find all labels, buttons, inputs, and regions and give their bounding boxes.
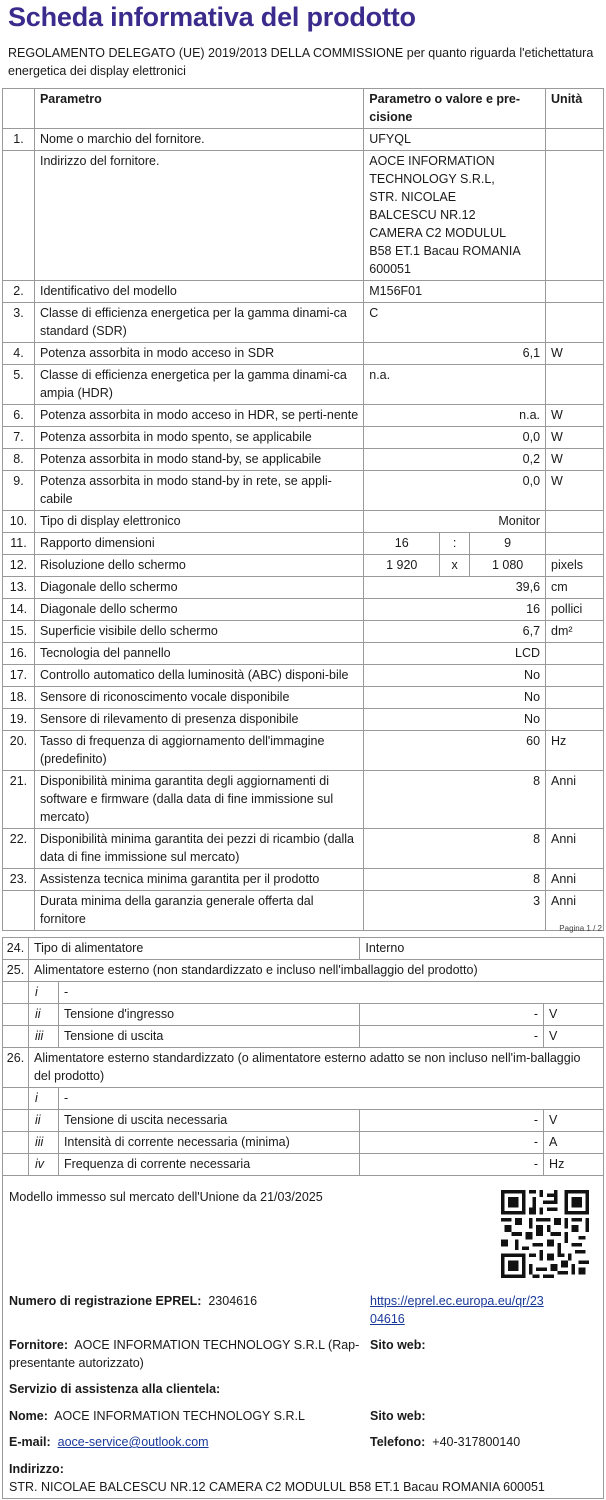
table-row: 21. Disponibilità minima garantita degli aggiornamenti di software e firmware (dalla data di fine immissione sul mercato) 8 Anni <box>3 771 604 829</box>
table-row: 15. Superficie visibile dello schermo 6,7 dm² <box>3 621 604 643</box>
table-row: Durata minima della garanzia generale offerta dal fornitore 3 Anni <box>3 891 604 931</box>
header-param: Parametro <box>34 89 363 129</box>
regulation-text: REGOLAMENTO DELEGATO (UE) 2019/2013 DELLA COMMISSIONE per quanto riguarda l'etichettatura energetica dei display elettronici <box>8 46 594 78</box>
contact-name: Nome: AOCE INFORMATION TECHNOLOGY S.R.L <box>9 1409 305 1423</box>
table-row: 25. Alimentatore esterno (non standardizzato e incluso nell'imballaggio del prodotto) <box>3 960 604 982</box>
table-row: 5. Classe di efficienza energetica per la gamma dinami-ca ampia (HDR) n.a. <box>3 365 604 405</box>
header-unit: Unità <box>546 89 604 129</box>
table-row: ii Tensione d'ingresso - V <box>3 1004 604 1026</box>
table-row: 26. Alimentatore esterno standardizzato (o alimentatore esterno adatto se non incluso nell'im-ballaggio del prodotto) <box>3 1048 604 1088</box>
supplier-line: Fornitore: AOCE INFORMATION TECHNOLOGY S.R.L (Rap- <box>9 1338 360 1352</box>
table-row: ii Tensione di uscita necessaria - V <box>3 1110 604 1132</box>
table-row: 7. Potenza assorbita in modo spento, se applicabile 0,0 W <box>3 427 604 449</box>
table-row: iii Intensità di corrente necessaria (minima) - A <box>3 1132 604 1154</box>
supplier-line-2: presentante autorizzato) <box>9 1356 144 1370</box>
table-row: 23. Assistenza tecnica minima garantita per il prodotto 8 Anni <box>3 869 604 891</box>
website-label-2: Sito web: <box>370 1409 426 1423</box>
table-row: Indirizzo del fornitore. AOCE INFORMATION TECHNOLOGY S.R.L, STR. NICOLAE BALCESCU NR.12 CAMERA C2 MODULUL B58 ET.1 Bacau ROMANIA 600051 <box>3 151 604 281</box>
address-value: STR. NICOLAE BALCESCU NR.12 CAMERA C2 MODULUL B58 ET.1 Bacau ROMANIA 600051 <box>9 1480 545 1494</box>
table-row: 14. Diagonale dello schermo 16 pollici <box>3 599 604 621</box>
table-row: 19. Sensore di rilevamento di presenza disponibile No <box>3 709 604 731</box>
table-row: i - <box>3 982 604 1004</box>
table-row: 24. Tipo di alimentatore Interno <box>3 938 604 960</box>
contact-phone: Telefono: +40-317800140 <box>370 1435 521 1449</box>
eprel-registration: Numero di registrazione EPREL: 2304616 <box>9 1294 258 1308</box>
table-row: 20. Tasso di frequenza di aggiornamento dell'immagine (predefinito) 60 Hz <box>3 731 604 771</box>
table-row: 17. Controllo automatico della luminosità (ABC) disponi-bile No <box>3 665 604 687</box>
table-row: 8. Potenza assorbita in modo stand-by, se applicabile 0,2 W <box>3 449 604 471</box>
table-row: 1. Nome o marchio del fornitore. UFYQL <box>3 129 604 151</box>
email-link[interactable]: aoce-service@outlook.com <box>57 1435 209 1449</box>
address-label: Indirizzo: <box>9 1462 64 1476</box>
table-row: 16. Tecnologia del pannello LCD <box>3 643 604 665</box>
table-row: iii Tensione di uscita - V <box>3 1026 604 1048</box>
table-row: 6. Potenza assorbita in modo acceso in HDR, se perti-nente n.a. W <box>3 405 604 427</box>
table-row: i - <box>3 1088 604 1110</box>
supplier-info-box <box>2 1175 604 1499</box>
table-row: 13. Diagonale dello schermo 39,6 cm <box>3 577 604 599</box>
qr-code-icon[interactable] <box>501 1190 589 1278</box>
power-supply-table <box>2 937 604 1176</box>
table-row: 18. Sensore di riconoscimento vocale disponibile No <box>3 687 604 709</box>
customer-service-label: Servizio di assistenza alla clientela: <box>9 1382 221 1396</box>
header-value: Parametro o valore e pre-cisione <box>364 89 546 129</box>
table-row: 4. Potenza assorbita in modo acceso in SDR 6,1 W <box>3 343 604 365</box>
table-row: 11. Rapporto dimensioni 16 : 9 <box>3 533 604 555</box>
page-title: Scheda informativa del prodotto <box>8 2 416 32</box>
market-date-text: Modello immesso sul mercato dell'Unione da 21/03/2025 <box>9 1190 323 1204</box>
contact-email: E-mail: aoce-service@outlook.com <box>9 1435 209 1449</box>
table-row: 3. Classe di efficienza energetica per la gamma dinami-ca standard (SDR) C <box>3 303 604 343</box>
table-header <box>3 89 604 129</box>
table-row: 2. Identificativo del modello M156F01 <box>3 281 604 303</box>
table-row: 10. Tipo di display elettronico Monitor <box>3 511 604 533</box>
page-number: Pagina 1 / 2 <box>559 924 602 933</box>
table-row: 9. Potenza assorbita in modo stand-by in rete, se appli-cabile 0,0 W <box>3 471 604 511</box>
table-row: 12. Risoluzione dello schermo 1 920 x 1 080 pixels <box>3 555 604 577</box>
table-row: iv Frequenza di corrente necessaria - Hz <box>3 1154 604 1176</box>
table-row: 22. Disponibilità minima garantita dei pezzi di ricambio (dalla data di fine immissione sul mercato) 8 Anni <box>3 829 604 869</box>
eprel-link[interactable]: https://eprel.ec.europa.eu/qr/23 04616 <box>370 1294 544 1326</box>
parameters-table <box>2 88 604 931</box>
website-label: Sito web: <box>370 1338 426 1352</box>
